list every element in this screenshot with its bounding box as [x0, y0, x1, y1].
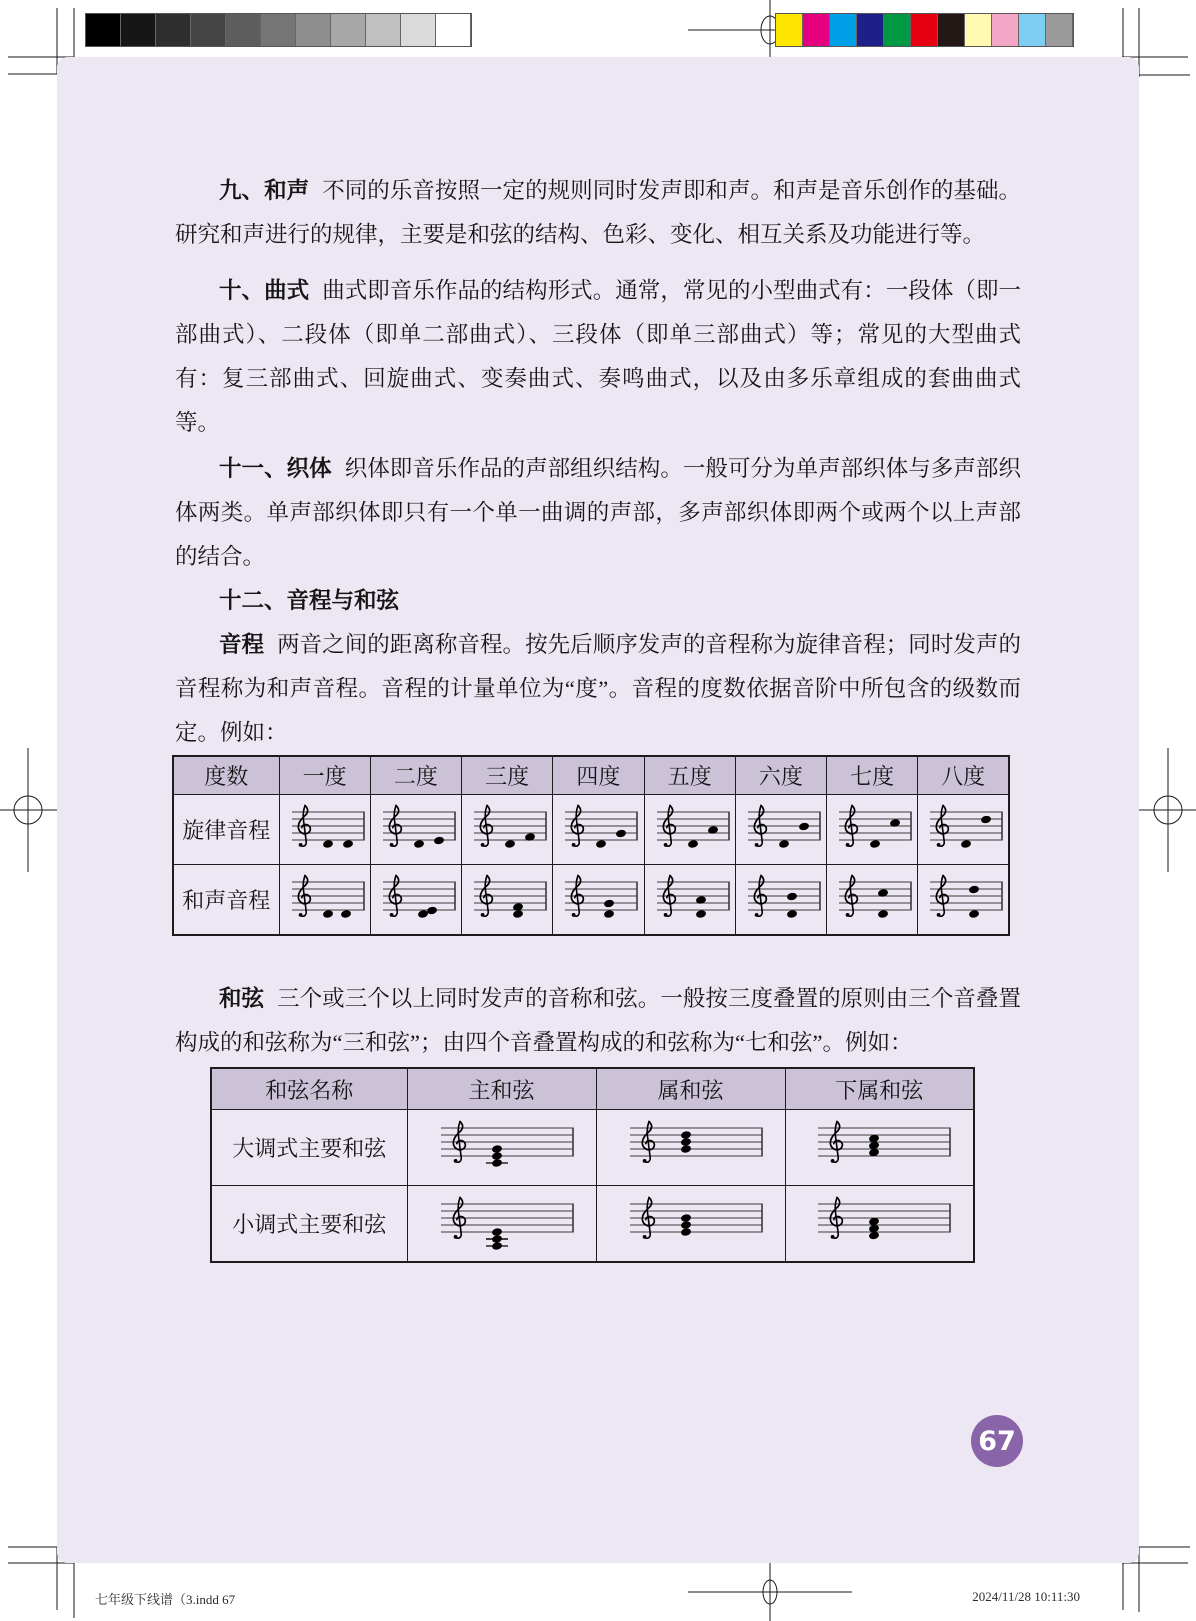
note-head — [413, 839, 424, 848]
calibration-swatch — [965, 14, 992, 46]
interval-table — [172, 755, 1010, 936]
column-header: 五度 — [644, 756, 735, 795]
staff-notation — [616, 1116, 766, 1180]
staff-notation — [804, 1192, 954, 1256]
note-head — [491, 1158, 502, 1167]
row-label: 小调式主要和弦 — [211, 1186, 407, 1263]
calibration-swatch — [1046, 14, 1073, 46]
table-row — [173, 865, 1009, 936]
paragraph-text: 不同的乐音按照一定的规则同时发声即和声。和声是音乐创作的基础。研究和声进行的规律，主要是和弦的结构、色彩、变化、相互关系及功能进行等。 — [175, 178, 1021, 247]
table-corner-label: 和弦名称 — [211, 1068, 407, 1110]
paragraph-text: 织体即音乐作品的声部组织结构。一般可分为单声部织体与多声部织体两类。单声部织体即只有一个单一曲调的声部，多声部织体即两个或两个以上声部的结合。 — [175, 456, 1021, 569]
row-label: 大调式主要和弦 — [211, 1110, 407, 1186]
row-label: 旋律音程 — [173, 795, 279, 865]
note-head — [778, 839, 789, 848]
calibration-swatch — [803, 14, 830, 46]
staff-cell — [553, 795, 644, 865]
note-head — [322, 839, 333, 848]
staff-notation — [647, 800, 733, 860]
staff-cell — [279, 865, 370, 936]
paragraph-musical-form — [175, 269, 1021, 445]
note-head — [491, 1234, 502, 1243]
term-heading-chord: 和弦 — [219, 986, 265, 1011]
staff-notation — [373, 870, 459, 930]
calibration-swatch — [1019, 14, 1046, 46]
note-head — [877, 909, 888, 918]
footer-timestamp: 2024/11/28 10:11:30 — [972, 1589, 1080, 1604]
column-header: 六度 — [735, 756, 826, 795]
paragraph-text: 两音之间的距离称音程。按先后顺序发声的音程称为旋律音程；同时发声的音程称为和声音程。音程的计量单位为“度”。音程的度数依据音阶中所包含的级数而定。例如： — [175, 632, 1021, 745]
color-calibration-bar — [775, 13, 1074, 47]
staff-notation — [555, 870, 641, 930]
calibration-swatch — [776, 14, 803, 46]
paragraph-harmony — [175, 169, 1021, 257]
note-head — [504, 839, 515, 848]
section-heading-interval-chord: 十二、音程与和弦 — [219, 588, 400, 613]
calibration-swatch — [191, 14, 226, 46]
calibration-swatch — [830, 14, 857, 46]
chord-table — [210, 1067, 975, 1263]
staff-cell — [553, 865, 644, 936]
calibration-swatch — [857, 14, 884, 46]
staff-notation — [804, 1116, 954, 1180]
calibration-swatch — [436, 14, 471, 46]
paragraph-text: 三个或三个以上同时发声的音称和弦。一般按三度叠置的原则由三个音叠置构成的和弦称为“三和弦”；由四个音叠置构成的和弦称为“七和弦”。例如： — [175, 986, 1021, 1055]
column-header: 四度 — [553, 756, 644, 795]
staff-cell — [785, 1186, 974, 1263]
note-head — [980, 814, 991, 823]
staff-notation — [920, 870, 1006, 930]
note-head — [786, 909, 797, 918]
note-head — [869, 839, 880, 848]
staff-cell — [918, 865, 1009, 936]
note-head — [680, 1227, 691, 1236]
staff-notation — [427, 1116, 577, 1180]
column-header: 主和弦 — [407, 1068, 596, 1110]
note-head — [491, 1144, 502, 1153]
calibration-swatch — [911, 14, 938, 46]
calibration-swatch — [331, 14, 366, 46]
staff-cell — [462, 795, 553, 865]
note-head — [687, 839, 698, 848]
paragraph-text: 曲式即音乐作品的结构形式。通常，常见的小型曲式有：一段体（即一部曲式）、二段体（即单二部曲式）、三段体（即单三部曲式）等；常见的大型曲式有：复三部曲式、回旋曲式、变奏曲式、奏鸣曲式，以及由多乐章组成的套曲曲式等。 — [175, 278, 1021, 435]
calibration-swatch — [226, 14, 261, 46]
column-header: 三度 — [462, 756, 553, 795]
staff-cell — [735, 795, 826, 865]
note-head — [960, 839, 971, 848]
staff-notation — [282, 870, 368, 930]
staff-cell — [785, 1110, 974, 1186]
paragraph-interval-chord-heading — [175, 579, 1021, 623]
table-row — [211, 1110, 974, 1186]
staff-notation — [920, 800, 1006, 860]
note-head — [695, 909, 706, 918]
interval-table-wrap — [172, 755, 1010, 936]
note-head — [512, 909, 523, 918]
note-head — [340, 909, 351, 918]
column-header: 二度 — [370, 756, 461, 795]
staff-notation — [464, 800, 550, 860]
staff-cell — [279, 795, 370, 865]
staff-cell — [827, 865, 918, 936]
paragraph-interval — [175, 623, 1021, 755]
staff-notation — [616, 1192, 766, 1256]
note-head — [786, 891, 797, 900]
note-head — [680, 1130, 691, 1139]
calibration-swatch — [121, 14, 156, 46]
page-number-badge: 67 — [971, 1415, 1023, 1467]
note-head — [426, 905, 437, 914]
section-heading-musical-form: 十、曲式 — [219, 278, 310, 303]
staff-cell — [462, 865, 553, 936]
section-heading-harmony: 九、和声 — [219, 178, 310, 203]
note-head — [491, 1227, 502, 1236]
note-head — [322, 909, 333, 918]
staff-cell — [596, 1186, 785, 1263]
staff-notation — [829, 870, 915, 930]
staff-notation — [282, 800, 368, 860]
note-head — [596, 839, 607, 848]
note-head — [968, 884, 979, 893]
note-head — [491, 1241, 502, 1250]
note-head — [342, 839, 353, 848]
staff-cell — [918, 795, 1009, 865]
section-heading-texture: 十一、织体 — [219, 456, 332, 481]
staff-cell — [644, 795, 735, 865]
calibration-swatch — [992, 14, 1019, 46]
note-head — [798, 821, 809, 830]
table-corner-label: 度数 — [173, 756, 279, 795]
column-header: 八度 — [918, 756, 1009, 795]
staff-notation — [464, 870, 550, 930]
table-row — [211, 1186, 974, 1263]
paragraph-chord — [175, 977, 1021, 1065]
calibration-swatch — [86, 14, 121, 46]
staff-cell — [644, 865, 735, 936]
row-label: 和声音程 — [173, 865, 279, 936]
note-head — [433, 835, 444, 844]
note-head — [604, 898, 615, 907]
staff-notation — [829, 800, 915, 860]
table-row — [173, 795, 1009, 865]
staff-notation — [373, 800, 459, 860]
grayscale-calibration-bar — [85, 13, 472, 47]
calibration-swatch — [401, 14, 436, 46]
book-page — [57, 57, 1139, 1563]
staff-cell — [827, 795, 918, 865]
calibration-swatch — [366, 14, 401, 46]
column-header: 下属和弦 — [785, 1068, 974, 1110]
paragraph-texture — [175, 447, 1021, 579]
note-head — [680, 1213, 691, 1222]
calibration-swatch — [884, 14, 911, 46]
note-head — [604, 909, 615, 918]
column-header: 一度 — [279, 756, 370, 795]
calibration-swatch — [296, 14, 331, 46]
calibration-swatch — [938, 14, 965, 46]
chord-table-wrap — [210, 1067, 975, 1263]
staff-cell — [370, 795, 461, 865]
note-head — [680, 1220, 691, 1229]
footer-filename: 七年级下线谱（3.indd 67 — [95, 1592, 236, 1607]
registration-mark-left — [0, 748, 62, 872]
column-header: 七度 — [827, 756, 918, 795]
staff-cell — [370, 865, 461, 936]
staff-notation — [555, 800, 641, 860]
staff-notation — [427, 1192, 577, 1256]
note-head — [616, 828, 627, 837]
staff-notation — [738, 870, 824, 930]
column-header: 属和弦 — [596, 1068, 785, 1110]
staff-notation — [647, 870, 733, 930]
note-head — [680, 1144, 691, 1153]
calibration-swatch — [156, 14, 191, 46]
staff-cell — [735, 865, 826, 936]
term-heading-interval: 音程 — [219, 632, 265, 657]
note-head — [417, 909, 428, 918]
note-head — [491, 1151, 502, 1160]
staff-cell — [596, 1110, 785, 1186]
calibration-swatch — [261, 14, 296, 46]
note-head — [680, 1137, 691, 1146]
staff-notation — [738, 800, 824, 860]
note-head — [968, 909, 979, 918]
staff-cell — [407, 1110, 596, 1186]
staff-cell — [407, 1186, 596, 1263]
